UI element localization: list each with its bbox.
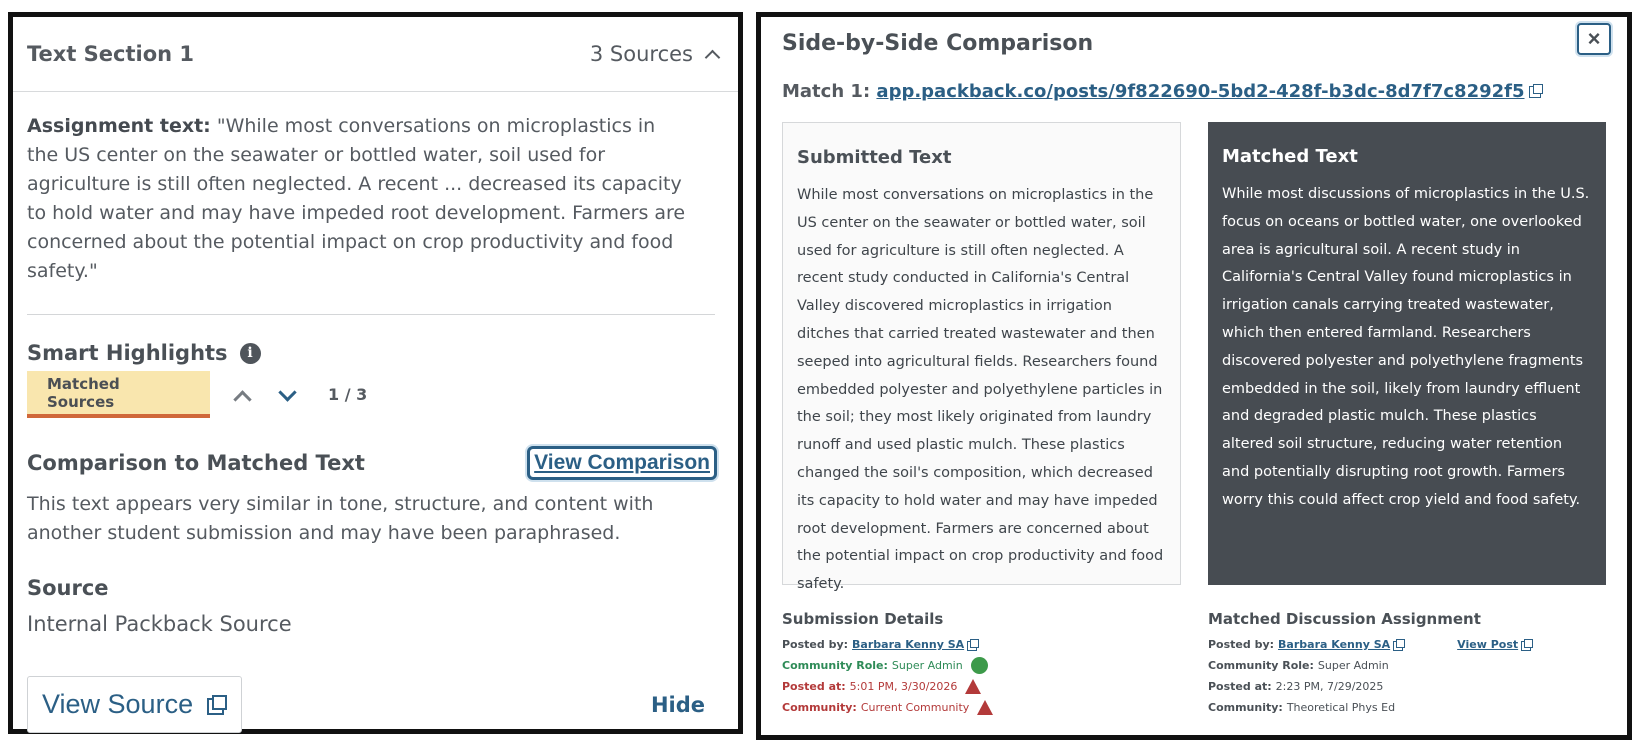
community-row [782, 697, 1172, 718]
view-source-button[interactable] [27, 676, 242, 733]
role-label: Community Role: [1208, 659, 1314, 672]
modal-title: Side-by-Side Comparison [782, 31, 1094, 56]
posted-at-row [782, 676, 1172, 697]
highlight-counter: 1 / 3 [328, 385, 368, 404]
posted-by-row [782, 634, 1172, 655]
community-label: Community: [1208, 701, 1283, 714]
posted-by-link[interactable] [852, 634, 964, 655]
external-link-icon [1529, 84, 1543, 98]
matched-text-box [1208, 122, 1606, 585]
warning-triangle-icon [977, 700, 993, 715]
match-label: Match 1: [782, 81, 871, 102]
external-link-icon [967, 639, 979, 651]
posted-by-label: Posted by: [782, 638, 849, 651]
submitted-text-box [782, 122, 1181, 593]
view-post-label: View Post [1457, 638, 1519, 651]
posted-at-label: Posted at: [1208, 680, 1272, 693]
comparison-title: Comparison to Matched Text [27, 451, 365, 475]
community-role-row [1208, 655, 1598, 676]
posted-at-value: 2:23 PM, 7/29/2025 [1275, 680, 1384, 693]
chevron-up-icon[interactable] [705, 49, 721, 65]
info-icon[interactable]: i [240, 343, 261, 364]
role-value: Super Admin [891, 659, 963, 672]
matched-text-title: Matched Text [1222, 146, 1358, 167]
text-section-title: Text Section 1 [27, 42, 195, 66]
posted-at-value: 5:01 PM, 3/30/2026 [849, 680, 958, 693]
divider [27, 314, 715, 315]
view-post-link[interactable] [1457, 634, 1518, 655]
text-section-header[interactable] [13, 17, 738, 92]
posted-by-link[interactable] [1278, 634, 1390, 655]
hide-button[interactable]: Hide [650, 692, 705, 717]
matched-text-body: While most discussions of microplastics in the U.S. focus on oceans or bottled water, one overlooked area is agricultural soil. A recent study in California's Central Valley found microplastics in irrigation canals carrying treated wastewater, which then entered farmland. Researchers discovered polyester and polyethylene fragments embedded in the soil, likely from laundry effluent and degraded plastic mulch. These plastics altered soil structure, reducing water retention and potentially disrupting root growth. Farmers worry this could affect crop yield and food safety. [1222, 186, 1590, 508]
submission-details-title: Submission Details [782, 610, 944, 628]
close-button[interactable] [1577, 23, 1611, 55]
role-value: Super Admin [1317, 659, 1389, 672]
posted-by-row [1208, 634, 1598, 655]
community-role-row [782, 655, 1172, 676]
community-value: Theoretical Phys Ed [1286, 701, 1396, 714]
submitted-text-title: Submitted Text [797, 147, 952, 168]
assignment-text [27, 112, 692, 286]
next-arrow-icon[interactable] [278, 383, 296, 401]
match-url: app.packback.co/posts/9f822690-5bd2-428f-b3dc-8d7f7c8292f5 [876, 81, 1525, 102]
comparison-modal [756, 12, 1632, 740]
posted-by-name: Barbara Kenny SA [852, 638, 965, 651]
close-icon: × [1587, 26, 1601, 51]
role-label: Community Role: [782, 659, 888, 672]
assignment-label: Assignment text: [27, 115, 211, 137]
comparison-description: This text appears very similar in tone, structure, and content with another student submission and may have been paraphrased. [27, 493, 654, 544]
matched-details [1208, 610, 1598, 718]
submitted-text-body: While most conversations on microplastics in the US center on the seawater or bottled water, soil used for agriculture is still often neglected. A recent study conducted in California's Central Valley discovered microplastics in irrigation ditches that carried treated wastewater and then seeped into agricultural fields. Researchers found embedded polyester and polyethylene particles in the soil; they most likely originated from laundry runoff and used plastic mulch. These plastics changed the soil's composition, which decreased its capacity to hold water and may have impeded root development. Farmers are concerned about the potential impact on crop productivity and food safety. [797, 187, 1164, 593]
smart-highlights-title: Smart Highlights [27, 341, 228, 365]
external-link-icon [1521, 639, 1533, 651]
posted-at-label: Posted at: [782, 680, 846, 693]
match-status-circle-icon [971, 657, 988, 674]
submission-details [782, 610, 1172, 718]
source-title: Source [27, 576, 109, 600]
community-row [1208, 697, 1598, 718]
posted-by-label: Posted by: [1208, 638, 1275, 651]
external-link-icon [1393, 639, 1405, 651]
external-link-icon [207, 695, 227, 715]
view-source-label: View Source [42, 689, 194, 719]
matched-sources-badge: Matched Sources [27, 371, 210, 418]
assignment-quote: "While most conversations on microplastics in the US center on the seawater or bottled water, soil used for agriculture is still often neglected. A recent ... decreased its capacity to hold water and may have impeded root development. Farmers are concerned about the potential impact on crop productivity and food safety." [27, 115, 686, 282]
community-label: Community: [782, 701, 857, 714]
posted-at-row [1208, 676, 1598, 697]
posted-by-name: Barbara Kenny SA [1278, 638, 1391, 651]
view-comparison-button[interactable]: View Comparison [527, 446, 717, 480]
text-section-panel [8, 12, 743, 734]
previous-arrow-icon[interactable] [233, 390, 251, 408]
matched-details-title: Matched Discussion Assignment [1208, 610, 1481, 628]
sources-count: 3 Sources [589, 42, 693, 66]
warning-triangle-icon [965, 679, 981, 694]
sources-toggle[interactable] [590, 42, 718, 66]
match-url-link[interactable] [876, 81, 1542, 102]
source-value: Internal Packback Source [27, 612, 292, 636]
community-value: Current Community [860, 701, 970, 714]
match-line [782, 81, 1543, 102]
